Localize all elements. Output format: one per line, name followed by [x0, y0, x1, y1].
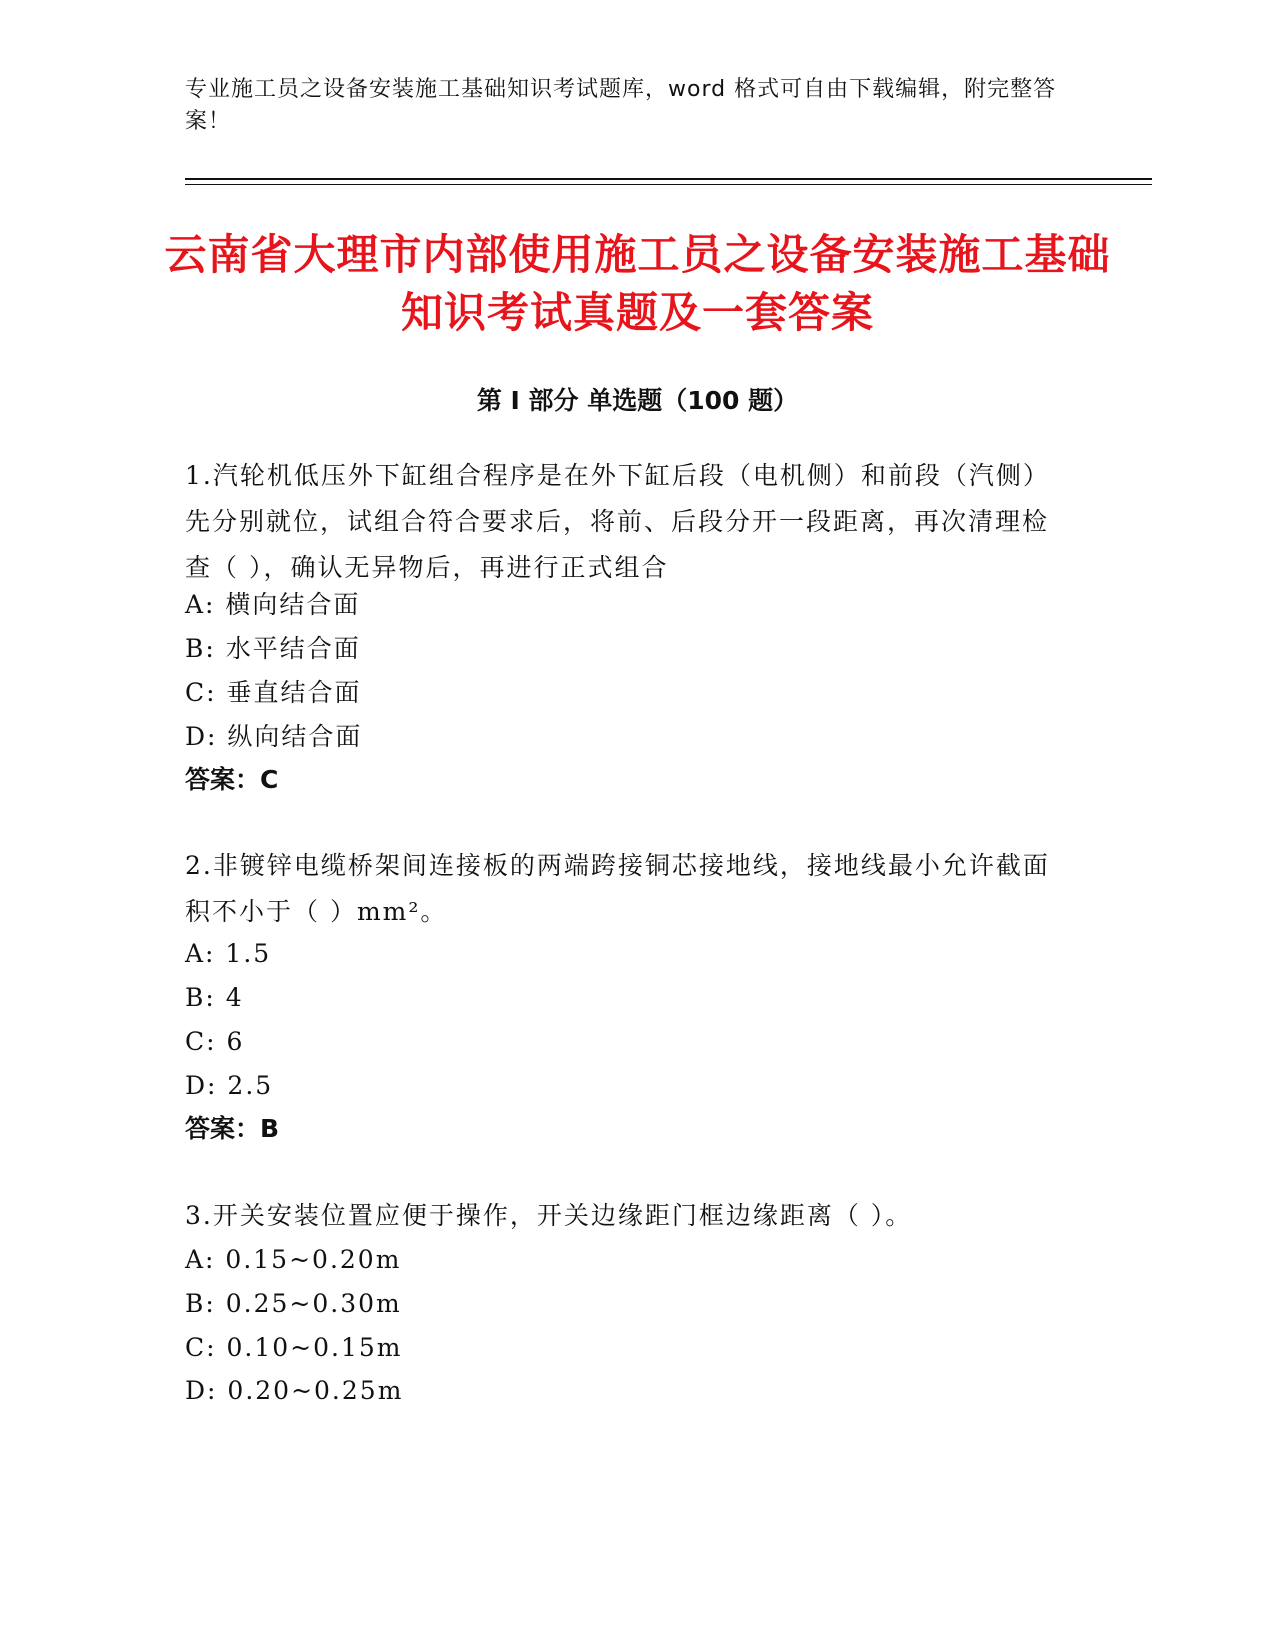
question-3-option-d: D: 0.20~0.25m [185, 1376, 404, 1405]
header-note: 专业施工员之设备安装施工基础知识考试题库，word 格式可自由下载编辑，附完整答案！ [185, 77, 1057, 134]
question-2-option-a: A: 1.5 [185, 939, 272, 968]
question-1-answer: 答案：C [185, 765, 279, 794]
question-1-stem: 1.汽轮机低压外下缸组合程序是在外下缸后段（电机侧）和前段（汽侧）先分别就位，试组合符合要求后，将前、后段分开一段距离，再次清理检查（ ），确认无异物后，再进行正式组合 [185, 461, 1050, 582]
question-1-option-b: B: 水平结合面 [185, 634, 361, 663]
question-3-option-a: A: 0.15~0.20m [185, 1245, 402, 1274]
header-divider-thin [185, 184, 1152, 185]
section-heading: 第 I 部分 单选题（100 题） [476, 386, 799, 415]
header-divider-thick [185, 178, 1152, 180]
question-2-option-d: D: 2.5 [185, 1071, 274, 1100]
question-1-option-d: D: 纵向结合面 [185, 722, 363, 751]
question-3-stem: 3.开关安装位置应便于操作，开关边缘距门框边缘距离（ ）。 [185, 1201, 913, 1230]
question-2-answer: 答案：B [185, 1114, 280, 1143]
question-2-option-c: C: 6 [185, 1027, 245, 1056]
question-2-option-b: B: 4 [185, 983, 244, 1012]
question-3-option-b: B: 0.25~0.30m [185, 1289, 402, 1318]
document-title: 云南省大理市内部使用施工员之设备安装施工基础知识考试真题及一套答案 [164, 230, 1111, 337]
question-1-option-c: C: 垂直结合面 [185, 678, 362, 707]
question-3-option-c: C: 0.10~0.15m [185, 1333, 403, 1362]
question-1-option-a: A: 横向结合面 [185, 590, 361, 619]
question-2-stem: 2.非镀锌电缆桥架间连接板的两端跨接铜芯接地线，接地线最小允许截面积不小于（ ）mm²。 [185, 851, 1050, 926]
